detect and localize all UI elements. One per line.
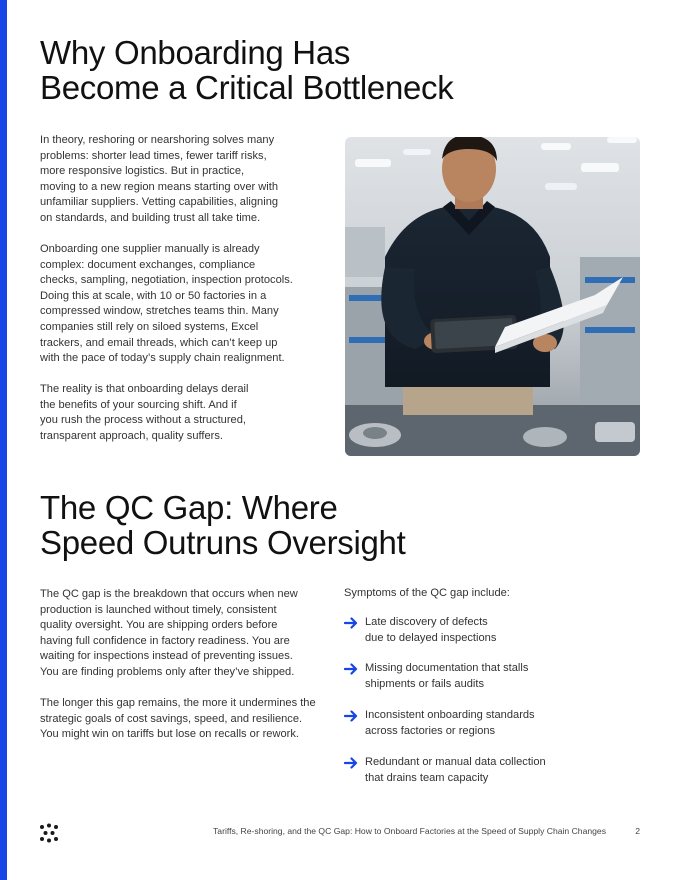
text-line: production is launched without timely, consistent [40,603,277,616]
section1-paragraph-3 [40,382,248,444]
section1-paragraph-2 [40,242,293,367]
text-line: checks, sampling, negotiation, inspection protocols. [40,274,293,287]
symptom-text [365,708,535,739]
symptom-item [344,708,644,742]
text-line: waiting for inspections instead of preventing issues. [40,650,293,663]
text-line: companies still rely on siloed systems, Excel [40,320,259,333]
text-line: moving to a new region means starting over with [40,180,279,193]
symptom-text [365,661,528,692]
text-line: you rush the process without a structured, [40,414,246,427]
symptom-item [344,755,644,789]
text-line: quality oversight. You are shipping orders before [40,619,278,632]
text-line: Redundant or manual data collection [365,756,546,768]
arrow-right-icon [344,617,358,629]
text-line: Missing documentation that stalls [365,662,529,674]
text-line: The QC gap is the breakdown that occurs when new [40,588,298,600]
arrow-right-icon [344,710,358,722]
text-line: The reality is that onboarding delays derail [40,383,249,395]
text-line: compressed window, stretches teams thin. Many [40,305,279,318]
text-line: having full confidence in factory readiness. You are [40,634,290,647]
text-line: trackers, and email threads, which can’t keep up [40,336,278,349]
text-line: You are finding problems only after they’ve shipped. [40,665,295,678]
symptom-text [365,755,546,786]
symptom-text [365,615,496,646]
section2-paragraph-1 [40,587,298,681]
factory-worker-photo [345,137,640,456]
text-line: transparent approach, quality suffers. [40,429,223,442]
text-line: strategic goals of cost savings, speed, and resilience. [40,712,303,725]
section1-paragraph-1 [40,133,278,227]
text-line: due to delayed inspections [365,631,497,644]
section2-title-line: The QC Gap: Where [40,489,338,526]
text-line: on standards, and building trust all take time. [40,211,261,224]
text-line: unfamiliar suppliers. Vetting capabilities, aligning [40,196,279,209]
text-line: Doing this at scale, with 10 or 50 factories in a [40,289,267,302]
section2-title [40,490,405,560]
symptoms-title: Symptoms of the QC gap include: [344,587,510,599]
text-line: Inconsistent onboarding standards [365,709,535,721]
text-line: You might win on tariffs but lose on recalls or rework. [40,728,299,741]
text-line: shipments or fails audits [365,677,485,690]
text-line: In theory, reshoring or nearshoring solves many [40,134,275,146]
section1-title [40,35,453,105]
arrow-right-icon [344,757,358,769]
section1-title-line: Become a Critical Bottleneck [40,69,454,106]
accent-bar [0,0,7,880]
section2-paragraph-2 [40,696,316,743]
text-line: The longer this gap remains, the more it undermines the [40,697,316,709]
footer-title: Tariffs, Re-shoring, and the QC Gap: How to Onboard Factories at the Speed of Supply Chain Changes [213,826,606,836]
text-line: across factories or regions [365,724,496,737]
section1-title-line: Why Onboarding Has [40,34,351,71]
text-line: Onboarding one supplier manually is already [40,243,260,255]
page-number: 2 [635,826,640,836]
text-line: that drains team capacity [365,771,489,784]
text-line: more responsive logistics. But in practice, [40,165,245,178]
text-line: Late discovery of defects [365,616,488,628]
text-line: problems: shorter lead times, fewer tariff risks, [40,149,267,162]
text-line: the benefits of your sourcing shift. And if [40,398,237,411]
dot-cluster-logo-icon [39,823,59,843]
text-line: with the pace of today’s supply chain realignment. [40,352,285,365]
symptom-item [344,661,644,695]
section2-title-line: Speed Outruns Oversight [40,524,406,561]
text-line: complex: document exchanges, compliance [40,258,256,271]
symptom-item [344,615,644,649]
arrow-right-icon [344,663,358,675]
